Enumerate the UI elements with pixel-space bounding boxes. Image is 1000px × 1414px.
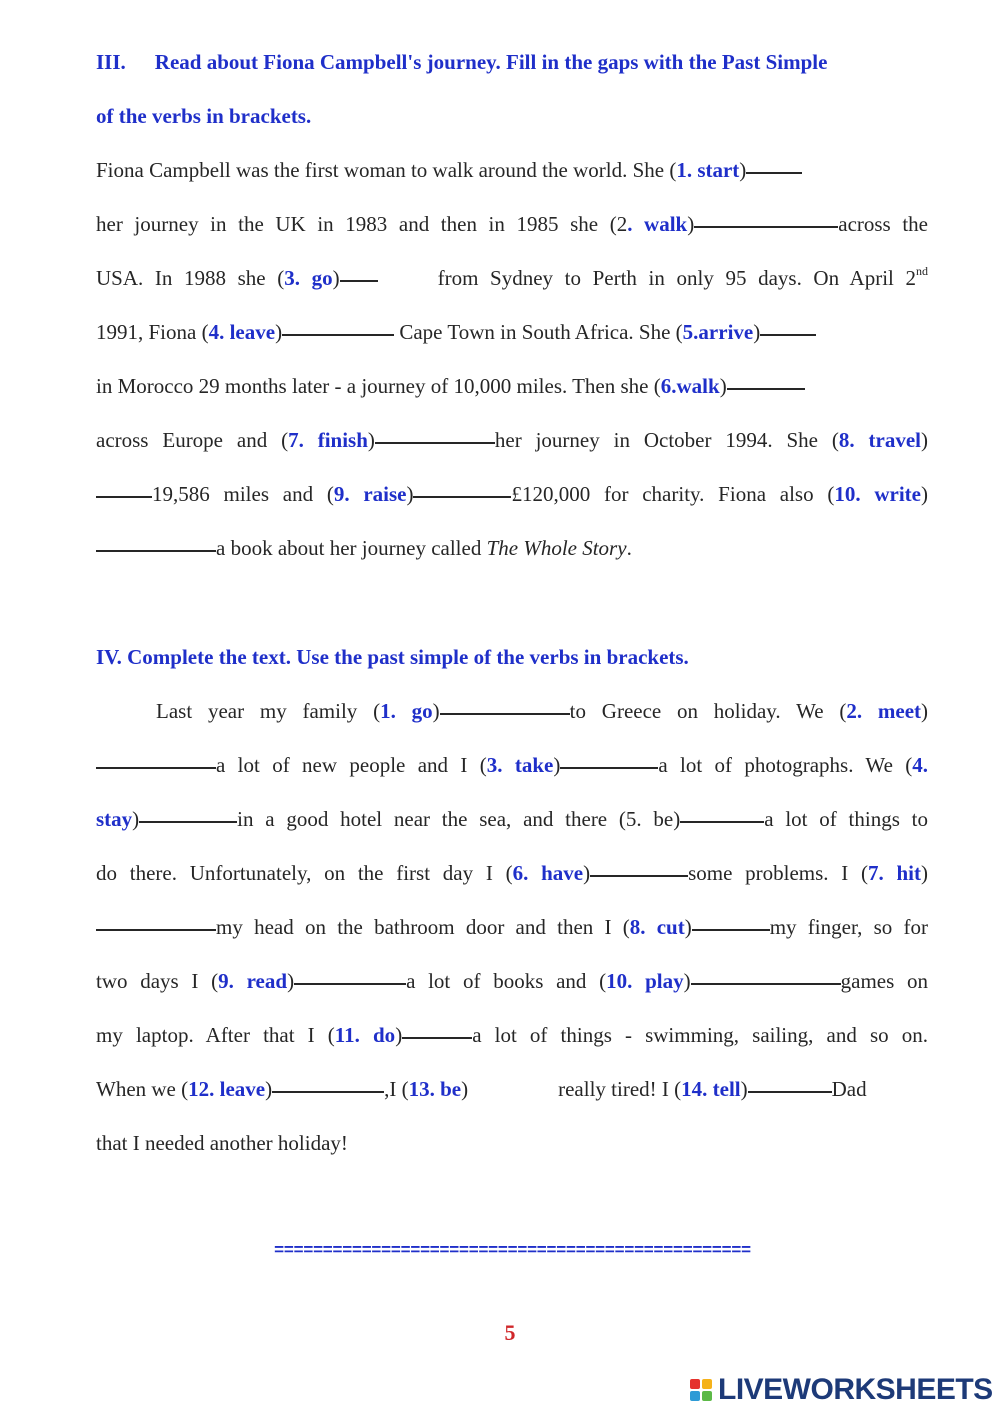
s4-line-9: that I needed another holiday! <box>96 1131 348 1155</box>
s4-verb-13: 13. be <box>408 1077 462 1101</box>
s4-gap-5[interactable] <box>680 821 764 823</box>
s4-verb-10: 10. play <box>606 969 684 993</box>
s3-gap-10[interactable] <box>96 550 216 552</box>
s4-gap-6[interactable] <box>590 875 688 877</box>
s4-verb-14: 14. tell <box>681 1077 741 1101</box>
s3-gap-6[interactable] <box>727 388 805 390</box>
s3-verb-9: 9. raise <box>333 482 407 506</box>
s3-gap-1[interactable] <box>746 172 802 174</box>
s4-line-3: stay) in a good hotel near the sea, and there (5. be) a lot of things to <box>96 807 928 831</box>
section-3-heading-cont: of the verbs in brackets. <box>96 104 312 128</box>
logo-text: LIVEWORKSHEETS <box>718 1373 993 1406</box>
s3-verb-3: 3. go <box>284 266 333 290</box>
s4-verb-8: 8. cut <box>629 915 685 939</box>
s4-gap-14[interactable] <box>748 1091 832 1093</box>
s3-gap-4[interactable] <box>282 334 394 336</box>
s3-verb-4: 4. leave <box>208 320 276 344</box>
s4-gap-3[interactable] <box>560 767 658 769</box>
s4-verb-3: 3. take <box>486 753 554 777</box>
s3-gap-9[interactable] <box>413 496 511 498</box>
section-divider: ================================================= <box>274 1240 751 1259</box>
s3-verb-10: 10. write <box>834 482 921 506</box>
s3-gap-8[interactable] <box>96 496 152 498</box>
s4-gap-4[interactable] <box>139 821 237 823</box>
s4-gap-11[interactable] <box>402 1037 472 1039</box>
section-3-number: III. <box>96 50 126 74</box>
liveworksheets-logo <box>690 1372 993 1408</box>
s3-verb-7: 7. finish <box>288 428 368 452</box>
s3-verb-2: . walk <box>627 212 688 236</box>
s4-gap-10[interactable] <box>691 983 841 985</box>
logo-icon <box>690 1379 712 1401</box>
s3-gap-2[interactable] <box>694 226 838 228</box>
page-number: 5 <box>504 1320 516 1345</box>
s4-gap-2[interactable] <box>96 767 216 769</box>
s4-gap-9[interactable] <box>294 983 406 985</box>
s4-line-6: two days I (9. read) a lot of books and (10. play) games on <box>96 969 928 993</box>
s3-line-5: in Morocco 29 months later - a journey of 10,000 miles. Then she (6.walk) <box>96 359 928 413</box>
s3-gap-3[interactable] <box>340 280 378 282</box>
s3-gap-5[interactable] <box>760 334 816 336</box>
s4-line-7: my laptop. After that I (11. do) a lot of things - swimming, sailing, and so on. <box>96 1023 928 1047</box>
s4-verb-11: 11. do <box>334 1023 396 1047</box>
s3-line-4: 1991, Fiona (4. leave) Cape Town in South Africa. She (5.arrive) <box>96 305 928 359</box>
s3-gap-7[interactable] <box>375 442 495 444</box>
s4-verb-7: 7. hit <box>868 861 921 885</box>
s4-verb-4b: stay <box>96 807 133 831</box>
s4-gap-1[interactable] <box>440 713 570 715</box>
s3-line-2: her journey in the UK in 1983 and then in 1985 she (2. walk) across the <box>96 212 928 236</box>
s4-verb-12: 12. leave <box>188 1077 266 1101</box>
s4-line-2: a lot of new people and I (3. take) a lot of photographs. We (4. <box>96 738 928 792</box>
s4-verb-6: 6. have <box>512 861 584 885</box>
s3-line-3: USA. In 1988 she (3. go) from Sydney to Perth in only 95 days. On April 2nd <box>96 264 929 290</box>
section-3-heading <box>96 35 928 89</box>
s4-line-1: Last year my family (1. go) to Greece on holiday. We (2. meet) <box>156 699 929 723</box>
s3-line-7: 19,586 miles and (9. raise) £120,000 for charity. Fiona also (10. write) <box>96 467 928 521</box>
s3-line-8: a book about her journey called The Whole Story. <box>96 521 928 575</box>
s4-verb-4a: 4. <box>912 753 928 777</box>
section-4-heading: IV. Complete the text. Use the past simple of the verbs in brackets. <box>96 645 689 669</box>
s3-verb-6: 6.walk <box>660 374 720 398</box>
s3-line-1: Fiona Campbell was the first woman to walk around the world. She (1. start) <box>96 143 928 197</box>
s4-line-4: do there. Unfortunately, on the first day I (6. have) some problems. I (7. hit) <box>96 861 928 885</box>
book-title: The Whole Story <box>486 536 627 560</box>
s3-verb-8: 8. travel <box>838 428 921 452</box>
section-3-instruction: Read about Fiona Campbell's journey. Fill in the gaps with the Past Simple <box>154 50 828 74</box>
s4-gap-12[interactable] <box>272 1091 384 1093</box>
s4-line-8: When we (12. leave) ,I (13. be) really tired! I (14. tell) Dad <box>96 1077 867 1101</box>
s4-gap-7[interactable] <box>96 929 216 931</box>
s4-verb-9: 9. read <box>218 969 288 993</box>
s4-verb-2: 2. meet <box>846 699 922 723</box>
s4-gap-8[interactable] <box>692 929 770 931</box>
s4-verb-1: 1. go <box>380 699 433 723</box>
s3-line-6: across Europe and (7. finish) her journey in October 1994. She (8. travel) <box>96 428 928 452</box>
s3-verb-5: 5.arrive <box>682 320 754 344</box>
s3-verb-1: 1. start <box>676 158 740 182</box>
s4-line-5: my head on the bathroom door and then I (8. cut) my finger, so for <box>96 900 928 954</box>
